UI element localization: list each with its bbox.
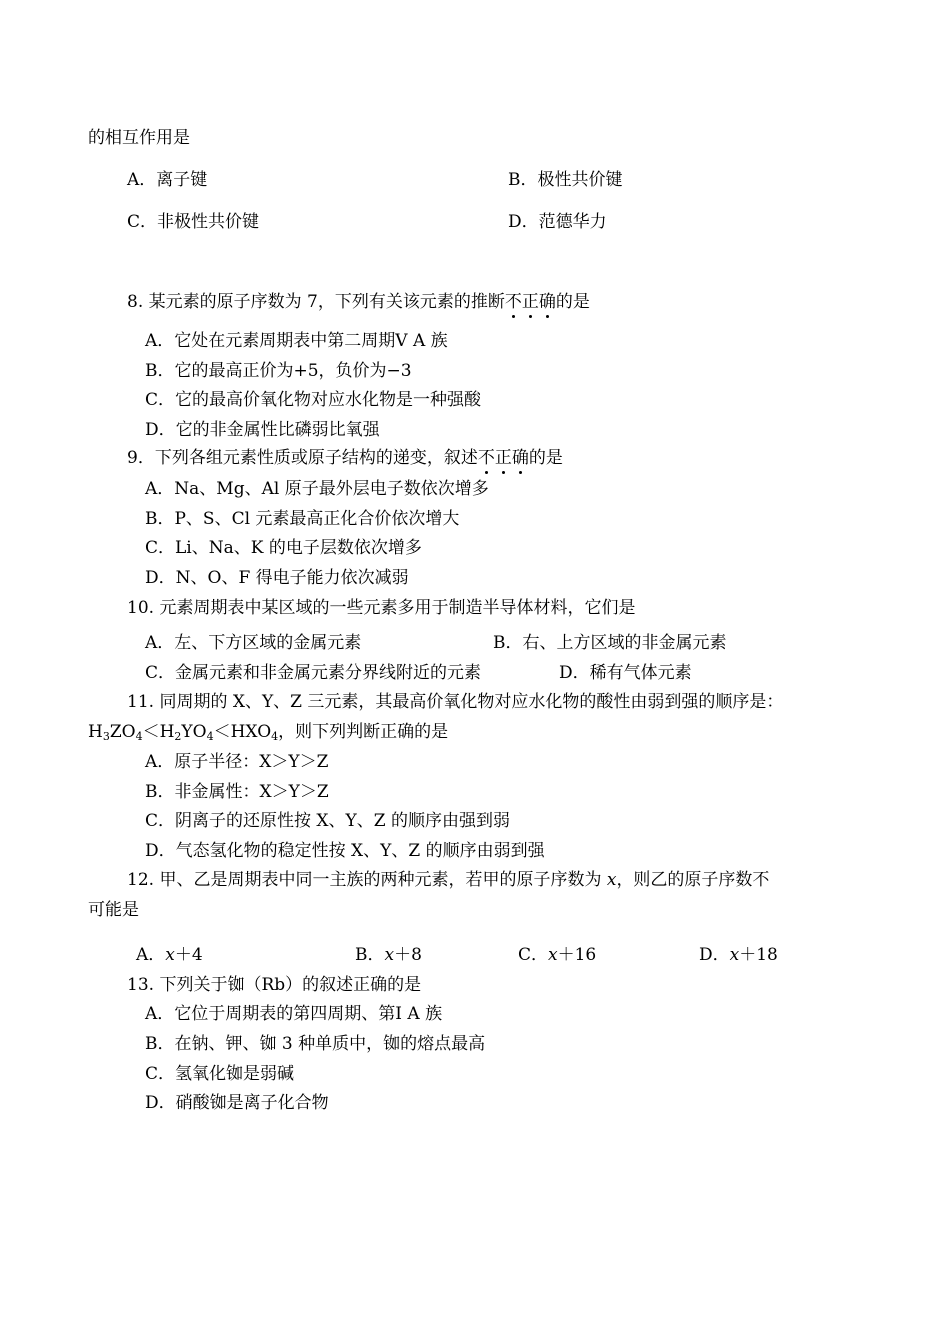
formula-hxo4 [231,722,279,742]
q9-option-d: D．N、O、F 得电子能力依次减弱 [145,568,409,588]
q13-option-d: D．硝酸铷是离子化合物 [145,1093,329,1113]
q11-option-b: B．非金属性：X＞Y＞Z [145,782,329,802]
q12-option-d [699,945,778,965]
formula-part: HXO [230,722,272,742]
q11-stem-line2 [88,722,448,742]
emphasis-dot-char: 确 [538,292,556,312]
formula-subscript: 4 [135,730,143,743]
q10-option-c: C．金属元素和非金属元素分界线附近的元素 [145,663,482,683]
q13-option-c: C．氢氧化铷是弱碱 [145,1064,295,1084]
q8-stem-text-end: 的是 [555,292,590,312]
q8-option-c: C．它的最高价氧化物对应水化物是一种强酸 [145,390,482,410]
q13-option-b: B．在钠、钾、铷 3 种单质中，铷的熔点最高 [145,1034,486,1054]
q9-stem-text-end: 的是 [528,448,563,468]
formula-h3zo4 [88,722,143,742]
formula-part: YO [181,722,207,742]
q12-option-b [355,945,422,965]
q11-option-c: C．阴离子的还原性按 X、Y、Z 的顺序由强到弱 [145,811,510,831]
option-label: C． [518,945,549,965]
formula-part: H [159,722,175,742]
q10-option-d: D．稀有气体元素 [559,663,692,683]
q11-option-a: A．原子半径：X＞Y＞Z [145,752,329,772]
q8-option-b: B．它的最高正价为+5，负价为−3 [145,361,412,381]
q7-option-a: A．离子键 [127,170,208,190]
q10-stem: 10. 元素周期表中某区域的一些元素多用于制造半导体材料，它们是 [127,598,636,618]
q7-stem: 的相互作用是 [88,128,190,148]
q9-option-a: A．Na、Mg、Al 原子最外层电子数依次增多 [145,479,489,499]
option-value: ＋4 [174,945,203,965]
option-label: D． [699,945,730,965]
q8-option-d: D．它的非金属性比磷弱比氧强 [145,420,380,440]
emphasis-dot-char: 确 [511,448,529,468]
formula-part: H [88,722,103,742]
q7-option-b: B．极性共价键 [508,170,623,190]
q11-option-d: D．气态氢化物的稳定性按 X、Y、Z 的顺序由弱到强 [145,841,545,861]
q7-option-d: D．范德华力 [508,212,607,232]
variable-x: x [165,945,175,965]
q12-stem-line1 [127,870,769,890]
option-value: ＋16 [557,945,597,965]
formula-subscript: 2 [174,730,182,743]
q9-stem-text: 9．下列各组元素性质或原子结构的递变，叙述 [127,448,478,468]
option-value: ＋18 [739,945,778,965]
q9-option-c: C．Li、Na、K 的电子层数依次增多 [145,538,422,558]
emphasis-dot-char: 正 [521,292,539,312]
variable-x: x [729,945,740,965]
option-label: A． [136,945,166,965]
q8-stem-text: 8. 某元素的原子序数为 7，下列有关该元素的推断 [127,292,505,312]
variable-x: x [606,870,617,890]
q10-option-b: B．右、上方区域的非金属元素 [493,633,727,653]
less-than-sign: ＜ [213,722,231,742]
q12-option-a [136,945,203,965]
formula-h2yo4 [160,722,214,742]
q13-stem: 13. 下列关于铷（Rb）的叙述正确的是 [127,975,422,995]
formula-subscript: 4 [271,730,279,743]
q13-option-a: A．它位于周期表的第四周期、第Ⅰ A 族 [145,1004,443,1024]
emphasis-dot-char: 正 [494,448,512,468]
option-value: ＋8 [394,945,422,965]
q12-stem-text: 12. 甲、乙是周期表中同一主族的两种元素，若甲的原子序数为 [127,870,607,890]
q11-stem-line1: 11. 同周期的 X、Y、Z 三元素，其最高价氧化物对应水化物的酸性由弱到强的顺序是： [127,692,784,712]
variable-x: x [548,945,558,965]
variable-x: x [384,945,395,965]
q9-option-b: B．P、S、Cl 元素最高正化合价依次增大 [145,509,460,529]
formula-subscript: 3 [102,730,110,743]
q11-stem-tail: ，则下列判断正确的是 [278,722,449,742]
less-than-sign: ＜ [142,722,160,742]
option-label: B． [355,945,385,965]
q10-option-a: A．左、下方区域的金属元素 [145,633,362,653]
formula-subscript: 4 [206,730,214,743]
emphasis-dot-char: 不 [477,448,495,468]
emphasis-dot-char: 不 [504,292,522,312]
formula-part: ZO [109,722,136,742]
q12-stem-text-end: ，则乙的原子序数不 [616,870,770,890]
q7-option-c: C．非极性共价键 [127,212,260,232]
q8-stem [127,292,590,312]
q12-option-c [518,945,596,965]
q9-stem [127,448,563,468]
q12-stem-line2: 可能是 [88,900,139,920]
q8-option-a: A．它处在元素周期表中第二周期Ⅴ A 族 [145,331,448,351]
